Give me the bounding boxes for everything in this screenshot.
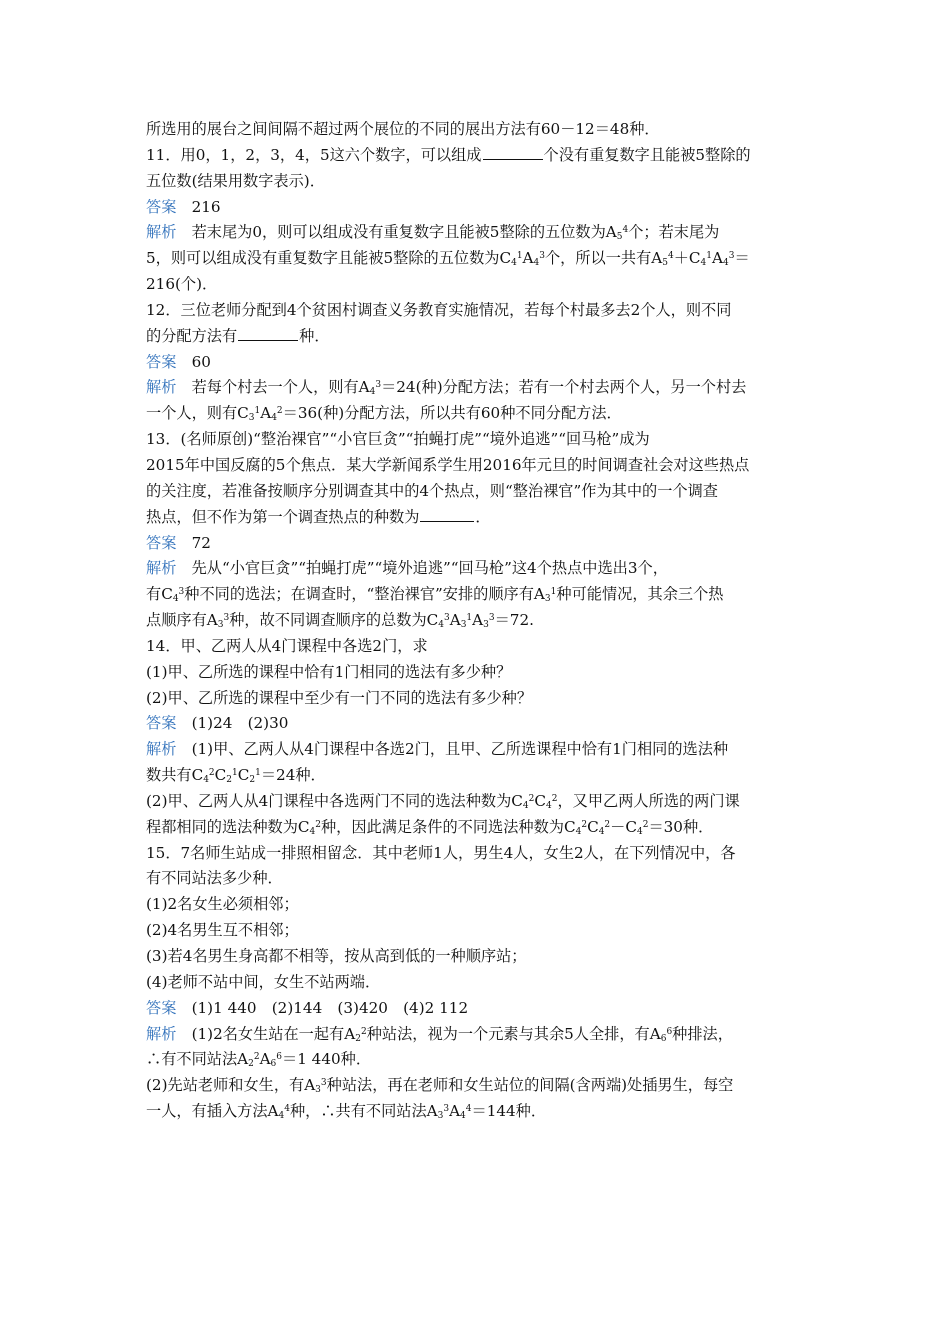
question-text: 有不同站法多少种．: [146, 869, 283, 888]
analysis-line: 点顺序有$A_3^3$种，故不同调查顺序的总数为$C_4^3A_3^1A_3^3=72$.: [146, 611, 534, 631]
analysis-line: 解析 若末尾为0，则可以组成没有重复数字且能被5整除的五位数为$A_5^4$个；若末尾为: [146, 223, 720, 243]
analysis-label: 解析: [146, 223, 177, 242]
question-text: (1)甲、乙所选的课程中恰有1门相同的选法有多少种？: [146, 662, 512, 681]
question-11: 11．用0，1，2，3，4，5这六个数字，可以组成 个没有重复数字且能被5整除的: [146, 145, 751, 164]
question-14: 14．甲、乙两人从4门课程中各选2门，求: [146, 636, 428, 655]
analysis-line: 一人，有插入方法$A_4^4$种，∴共有不同站法$A_3^3A_4^4=144$种．: [146, 1102, 547, 1122]
answer-label: 答案: [146, 197, 177, 216]
question-text: (2)4名男生互不相邻；: [146, 921, 299, 940]
question-text: (2)甲、乙所选的课程中至少有一门不同的选法有多少种？: [146, 688, 533, 707]
answer-label: 答案: [146, 714, 177, 733]
analysis-line: (2)先站老师和女生，有$A_3^3$种站法，再在老师和女生站位的间隔(含两端)处插男生，每空: [146, 1076, 734, 1096]
question-13: 13．(名师原创)“整治裸官”“小官巨贪”“拍蝇打虎”“境外追逃”“回马枪”成为: [146, 430, 650, 449]
text-line: 所选用的展台之间间隔不超过两个展位的不同的展出方法有60－12＝48种．: [146, 120, 660, 138]
question-text: (4)老师不站中间，女生不站两端．: [146, 972, 381, 991]
analysis-line: 解析 若每个村去一个人，则有$A_4^3=24$(种)分配方法；若有一个村去两个人，另一个村去: [146, 378, 747, 398]
question-15: 15．7名师生站成一排照相留念．其中老师1人，男生4人，女生2人，在下列情况中，各: [146, 843, 736, 862]
question-text: (3)若4名男生身高都不相等，按从高到低的一种顺序站；: [146, 947, 527, 965]
answer-line: [146, 350, 810, 376]
answer-value: 72: [191, 533, 211, 552]
question-text: (1)2名女生必须相邻；: [146, 895, 299, 914]
analysis-line: 解析 先从“小官巨贪”“拍蝇打虎”“境外追逃”“回马枪”这4个热点中选出3个，: [146, 559, 668, 578]
answer-line: [146, 531, 810, 557]
answer-line: [146, 711, 810, 737]
document-page: [146, 117, 810, 1125]
answer-value: 216: [191, 197, 221, 216]
answer-value: (1)24 (2)30: [191, 714, 289, 733]
analysis-line: 解析 (1)2名女生站在一起有$A_2^2$种站法，视为一个元素与其余5人全排，有$A_6^6$种排法，: [146, 1024, 733, 1044]
analysis-line: ∴有不同站法$A_2^2A_6^6=1$ 440种．: [146, 1050, 372, 1070]
analysis-line: 解析 (1)甲、乙两人从4门课程中各选2门，且甲、乙所选课程中恰有1门相同的选法种: [146, 740, 729, 759]
question-text: 2015年中国反腐的5个焦点．某大学新闻系学生用2016年元旦的时间调查社会对这些热点: [146, 455, 750, 474]
question-text: 的分配方法有 种．: [146, 326, 330, 345]
question-text: 五位数(结果用数字表示)．: [146, 171, 325, 190]
analysis-line: 数共有$C_4^2C_2^1C_2^1=24$种．: [146, 766, 326, 786]
analysis-label: 解析: [146, 378, 177, 397]
analysis-line: 5，则可以组成没有重复数字且能被5整除的五位数为$C_4^1A_4^3$个，所以一共有$A_5^4+C_4^1A_4^3=$: [146, 249, 750, 269]
answer-line: [146, 996, 810, 1022]
analysis-label: 解析: [146, 740, 177, 759]
question-12: 12．三位老师分配到4个贫困村调查义务教育实施情况，若每个村最多去2个人，则不同: [146, 300, 732, 319]
answer-label: 答案: [146, 533, 177, 552]
answer-label: 答案: [146, 998, 177, 1017]
analysis-line: 程都相同的选法种数为$C_4^2$种，因此满足条件的不同选法种数为$C_4^2C_4^2-C_4^2=30$种．: [146, 817, 714, 837]
answer-blank: [238, 325, 298, 341]
answer-line: [146, 195, 810, 221]
answer-blank: [483, 144, 543, 160]
answer-value: (1)1 440 (2)144 (3)420 (4)2 112: [191, 998, 469, 1017]
analysis-line: (2)甲、乙两人从4门课程中各选两门不同的选法种数为$C_4^2C_4^2$，又甲乙两人所选的两门课: [146, 791, 740, 811]
analysis-line: 216(个)．: [146, 275, 218, 294]
analysis-label: 解析: [146, 559, 177, 578]
answer-blank: [420, 506, 474, 522]
answer-label: 答案: [146, 352, 177, 371]
analysis-line: 一个人，则有$C_3^1A_4^2=36$(种)分配方法，所以共有60种不同分配方法．: [146, 404, 622, 424]
question-text: 热点，但不作为第一个调查热点的种数为 ．: [146, 507, 491, 526]
answer-value: 60: [191, 352, 211, 371]
question-text: 的关注度，若准备按顺序分别调查其中的4个热点，则“整治裸官”作为其中的一个调查: [146, 481, 718, 500]
analysis-label: 解析: [146, 1024, 177, 1043]
analysis-line: 有$C_4^3$种不同的选法；在调查时，“整治裸官”安排的顺序有$A_3^1$种可能情况，其余三个热: [146, 585, 724, 605]
